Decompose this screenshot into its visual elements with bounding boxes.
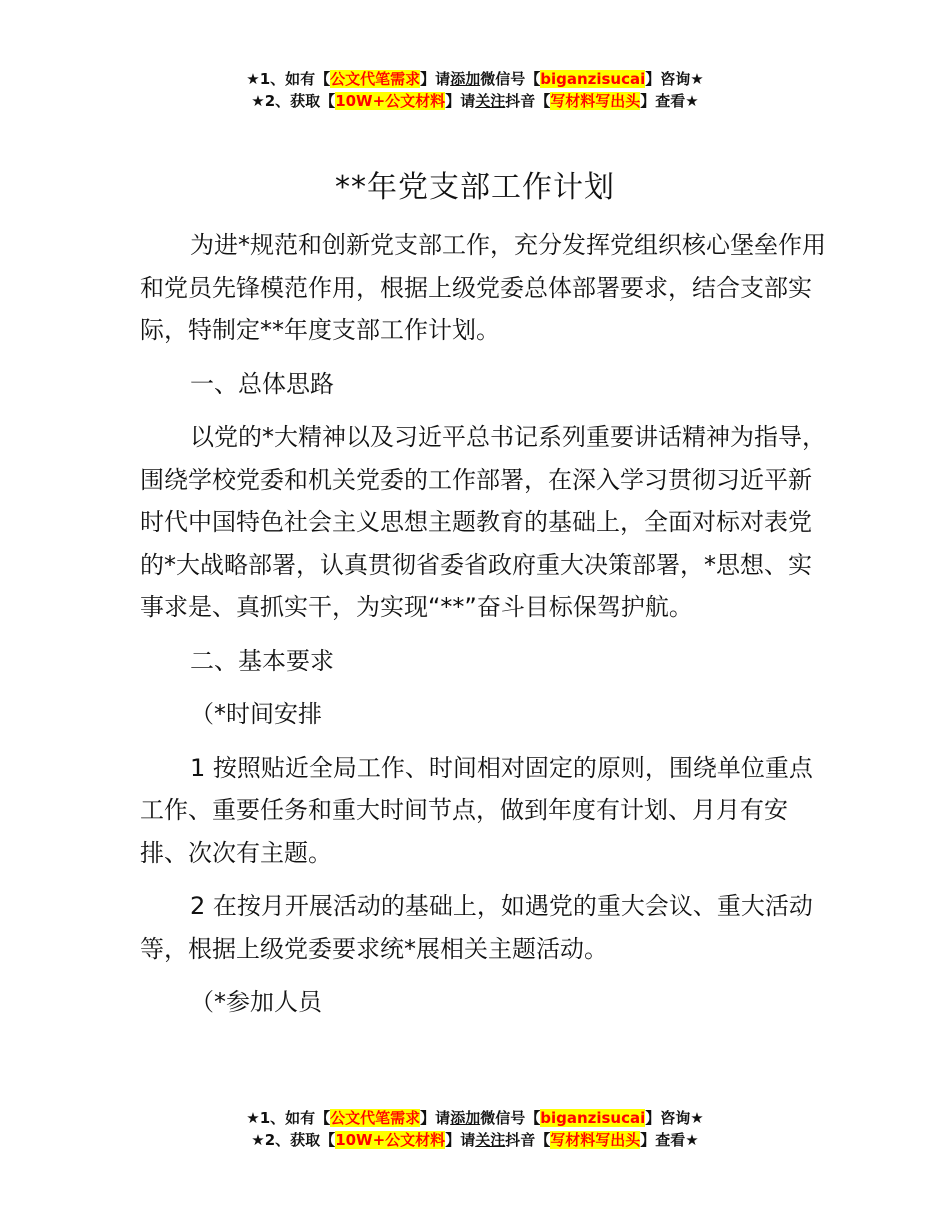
- highlight-text: biganzisucai: [540, 70, 646, 88]
- promo-line-1: ★1、如有【公文代笔需求】请添加微信号【biganzisucai】咨询★: [246, 1109, 704, 1127]
- paragraph-item-2: 2 在按月开展活动的基础上，如遇党的重大会议、重大活动等，根据上级党委要求统*展相关主题活动。: [140, 892, 813, 963]
- subsection-heading-time: （*时间安排: [190, 700, 322, 728]
- highlight-text: 写材料写出头: [550, 92, 641, 110]
- highlight-text: biganzisucai: [540, 1109, 646, 1127]
- highlight-text: 写材料写出头: [550, 1131, 641, 1149]
- paragraph-item-1: 1 按照贴近全局工作、时间相对固定的原则，围绕单位重点工作、重要任务和重大时间节点，做到年度有计划、月月有安排、次次有主题。: [140, 753, 813, 867]
- subsection-heading-participants: （*参加人员: [190, 988, 322, 1016]
- promo-banner-top: [0, 68, 950, 112]
- promo-line-1: ★1、如有【公文代笔需求】请添加微信号【biganzisucai】咨询★: [246, 70, 704, 88]
- highlight-text: 10W+公文材料: [335, 92, 446, 110]
- document-body: [140, 224, 830, 1024]
- highlight-text: 公文代笔需求: [330, 70, 421, 88]
- promo-line-2: ★2、获取【10W+公文材料】请关注抖音【写材料写出头】查看★: [251, 1131, 699, 1149]
- promo-line-2: ★2、获取【10W+公文材料】请关注抖音【写材料写出头】查看★: [251, 92, 699, 110]
- paragraph-intro: 为进*规范和创新党支部工作，充分发挥党组织核心堡垒作用和党员先锋模范作用，根据上级党委总体部署要求，结合支部实际，特制定**年度支部工作计划。: [140, 231, 826, 344]
- highlight-text: 10W+公文材料: [335, 1131, 446, 1149]
- paragraph-overall-approach: 以党的*大精神以及习近平总书记系列重要讲话精神为指导，围绕学校党委和机关党委的工作部署，在深入学习贯彻习近平新时代中国特色社会主义思想主题教育的基础上，全面对标对表党的*大战略部署，认真贯彻省委省政府重大决策部署，*思想、实事求是、真抓实干，为实现“**”奋斗目标保驾护航。: [140, 423, 826, 621]
- promo-banner-bottom: [0, 1107, 950, 1151]
- section-heading-1: 一、总体思路: [190, 369, 334, 398]
- document-title: **年党支部工作计划: [335, 170, 615, 205]
- highlight-text: 公文代笔需求: [330, 1109, 421, 1127]
- section-heading-2: 二、基本要求: [190, 646, 334, 675]
